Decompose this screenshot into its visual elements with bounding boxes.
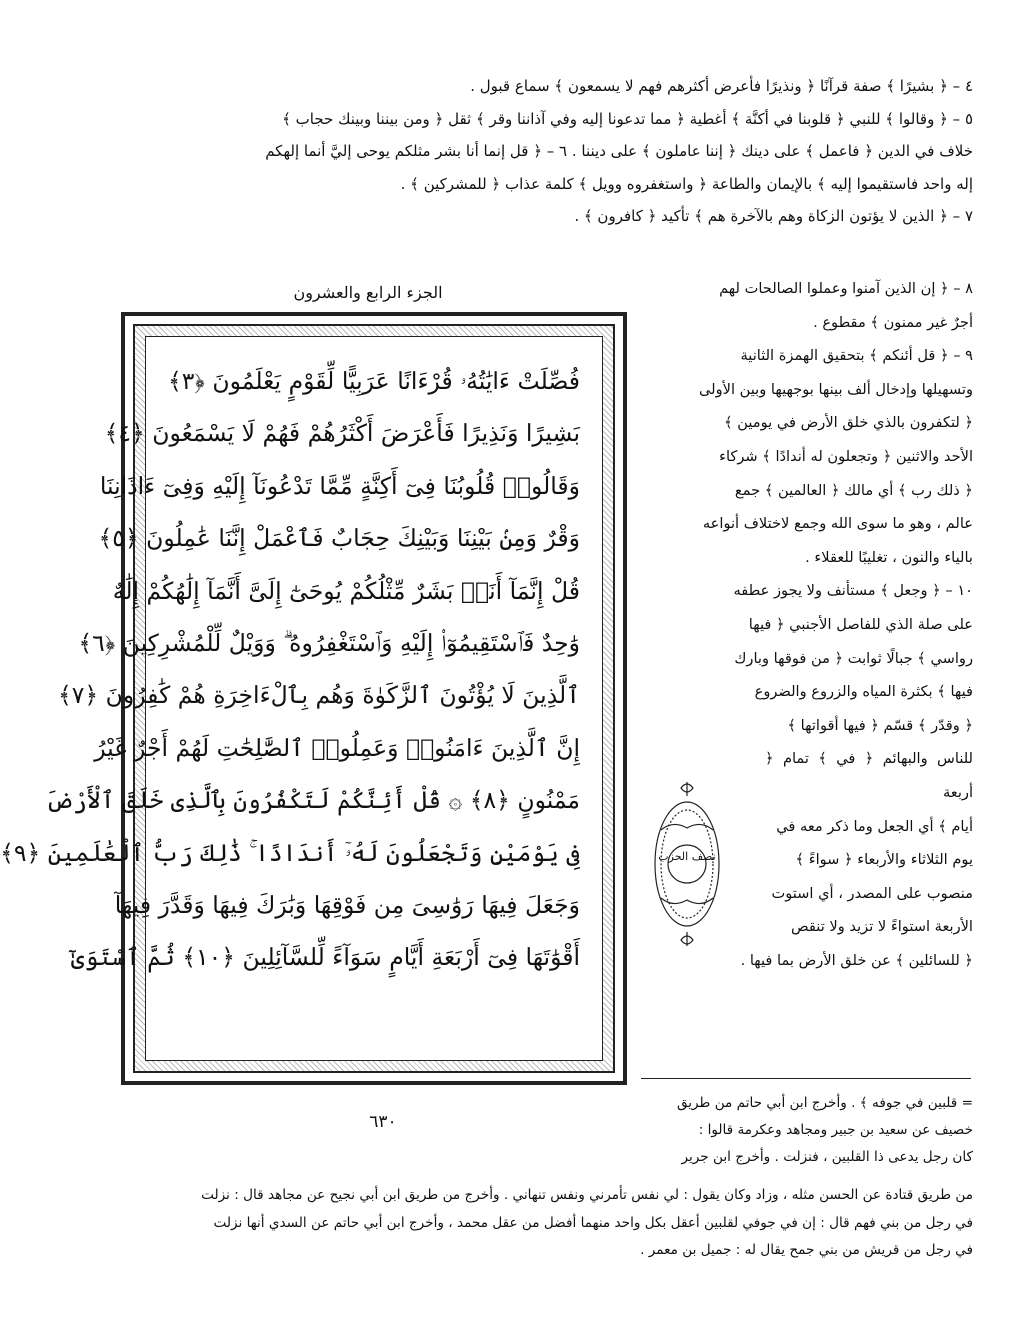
commentary-line: إله واحد فاستقيموا إليه ﴾ بالإيمان والطاعة ﴿ واستغفروه وويل ﴾ كلمة عذاب ﴿ للمشركين ﴾ .	[400, 174, 973, 193]
quran-frame	[0, 312, 627, 1085]
quran-line: ٱلَّذِينَ لَا يُؤْتُونَ ٱلزَّكَوٰةَ وَهُم بِٱلْءَاخِرَةِ هُمْ كَٰفِرُونَ ﴿٧﴾	[57, 681, 580, 710]
commentary-line: فيها ﴾ بكثرة المياه والزروع والضروع	[754, 683, 973, 701]
quran-line: قُلْ إِنَّمَآ أَنَا۠ بَشَرٌ مِّثْلُكُمْ يُوحَىٰٓ إِلَىَّ أَنَّمَآ إِلَٰهُكُمْ إِلَٰهٌ	[112, 576, 580, 605]
quran-line: إِنَّ ٱلَّذِينَ ءَامَنُوا۟ وَعَمِلُوا۟ ٱلصَّٰلِحَٰتِ لَهُمْ أَجْرٌ غَيْرُ	[94, 733, 580, 762]
frame-border-ornament	[0, 324, 615, 1073]
quran-line: مَمْنُونٍ ﴿٨﴾ ۞ قُلْ أَئِنَّكُمْ لَتَكْفُرُونَ بِٱلَّذِى خَلَقَ ٱلْأَرْضَ	[45, 786, 580, 815]
commentary-line: أجرٌ غير ممنون ﴾ مقطوع .	[813, 313, 973, 331]
hizb-label: نصف الحزب	[658, 850, 716, 863]
commentary-line: يوم الثلاثاء والأربعاء ﴿ سواءً ﴾	[795, 851, 973, 869]
footnote-right	[641, 1090, 973, 1171]
commentary-line: ﴿ وقدّر ﴾ قسّم ﴿ فيها أقواتها ﴾	[787, 716, 973, 734]
quran-line: وَٰحِدٌ فَٱسْتَقِيمُوٓا۟ إِلَيْهِ وَٱسْتَغْفِرُوهُ ۗ وَوَيْلٌ لِّلْمُشْرِكِينَ ﴿٦﴾	[78, 628, 580, 657]
quran-text-area	[0, 336, 603, 1061]
commentary-line: ﴿ للسائلين ﴾ عن خلق الأرض بما فيها .	[740, 951, 973, 969]
quran-lines	[0, 355, 580, 984]
footnote-line: = قلبين في جوفه ﴾ . وأخرج ابن أبي حاتم من طريق	[676, 1095, 973, 1111]
quran-line: فُصِّلَتْ ءَايَٰتُهُۥ قُرْءَانًا عَرَبِيًّا لِّقَوْمٍ يَعْلَمُونَ ﴿٣﴾	[168, 367, 580, 395]
hizb-medallion-icon	[651, 780, 723, 948]
commentary-line: ١٠ – ﴿ وجعل ﴾ مستأنف ولا يجوز عطفه	[733, 582, 973, 600]
page-number: ٦٣٠	[369, 1112, 397, 1132]
top-commentary	[111, 70, 973, 233]
commentary-line: خلاف في الدين ﴿ فاعمل ﴾ على دينك ﴿ إننا عاملون ﴾ على ديننا . ٦ – ﴿ قل إنما أنا بشر مثلكم يوحى إليَّ أنما إلهكم	[265, 142, 973, 161]
commentary-line: ٩ – ﴿ قل أئنكم ﴾ بتحقيق الهمزة الثانية	[740, 347, 973, 365]
commentary-line: أيام ﴾ أي الجعل وما ذكر معه في	[776, 817, 973, 835]
juz-title: الجزء الرابع والعشرون	[293, 283, 443, 302]
commentary-line: ٥ – ﴿ وقالوا ﴾ للنبي ﴿ قلوبنا في أكنَّة ﴾ أغطية ﴿ مما تدعونا إليه وفي آذاننا وقر ﴾ ثقل ﴿ ومن بيننا وبينك حجاب ﴾	[282, 109, 973, 128]
footnote-line: في رجل من بني فهم قال : إن في جوفي لقلبين أعقل بكل واحد منهما أفضل من عقل محمد ، وأخرج ابن أبي حاتم عن السدي أنها نزلت	[213, 1214, 973, 1231]
commentary-line: وتسهيلها وإدخال ألف بينها بوجهيها وبين الأولى	[698, 380, 973, 398]
quran-line: وَقْرٌ وَمِنۢ بَيْنِنَا وَبَيْنِكَ حِجَابٌ فَٱعْمَلْ إِنَّنَا عَٰمِلُونَ ﴿٥﴾	[98, 524, 580, 553]
quran-line: وَقَالُوا۟ قُلُوبُنَا فِىٓ أَكِنَّةٍ مِّمَّا تَدْعُونَآ إِلَيْهِ وَفِىٓ ءَاذَانِنَا	[99, 471, 580, 500]
commentary-line: ٤ – ﴿ بشيرًا ﴾ صفة قرآنًا ﴿ ونذيرًا فأعرض أكثرهم فهم لا يسمعون ﴾ سماع قبول .	[470, 77, 973, 95]
quran-line: فِى يَوْمَيْنِ وَتَجْعَلُونَ لَهُۥٓ أَندَادًا ۚ ذَٰلِكَ رَبُّ ٱلْعَٰلَمِينَ ﴿٩﴾	[0, 838, 580, 867]
commentary-line: للناس والبهائم ﴿ في ﴾ تمام ﴿ أربعة	[765, 750, 973, 801]
quran-line: بَشِيرًا وَنَذِيرًا فَأَعْرَضَ أَكْثَرُهُمْ فَهُمْ لَا يَسْمَعُونَ ﴿٤﴾	[104, 419, 580, 448]
quran-line: وَجَعَلَ فِيهَا رَوَٰسِىَ مِن فَوْقِهَا وَبَٰرَكَ فِيهَا وَقَدَّرَ فِيهَآ	[114, 890, 580, 919]
footnote-line: في رجل من قريش من بني جمح يقال له : جميل بن معمر .	[640, 1242, 973, 1258]
commentary-line: عالم ، وهو ما سوى الله وجمع لاختلاف أنواعه	[702, 515, 973, 533]
footnote-line: خصيف عن سعيد بن جبير ومجاهد وعكرمة قالوا :	[698, 1122, 973, 1138]
commentary-line: ﴿ ذلك رب ﴾ أي مالك ﴿ العالمين ﴾ جمع	[734, 481, 973, 499]
commentary-line: على صلة الذي للفاصل الأجنبي ﴿ فيها	[748, 615, 973, 633]
footnote-line: كان رجل يدعى ذا القلبين ، فنزلت . وأخرج ابن جرير	[681, 1149, 973, 1165]
commentary-line: الأربعة استواءً لا تزيد ولا تنقص	[791, 918, 973, 936]
footnote-line: من طريق قتادة عن الحسن مثله ، وزاد وكان يقول : لي نفس تأمرني ونفس تنهاني . وأخرج من طريق ابن أبي نجيح عن مجاهد قال : نزلت	[201, 1187, 973, 1203]
quran-line: أَقْوَٰتَهَا فِىٓ أَرْبَعَةِ أَيَّامٍ سَوَآءً لِّلسَّآئِلِينَ ﴿١٠﴾ ثُمَّ ٱسْتَوَىٰٓ	[70, 943, 580, 972]
commentary-line: بالياء والنون ، تغليبًا للعقلاء .	[805, 548, 973, 566]
commentary-line: ٧ – ﴿ الذين لا يؤتون الزكاة وهم بالآخرة هم ﴾ تأكيد ﴿ كافرون ﴾ .	[574, 207, 973, 226]
footnote-divider	[641, 1078, 971, 1079]
commentary-line: ﴿ لتكفرون بالذي خلق الأرض في يومين ﴾	[724, 414, 973, 432]
commentary-line: رواسي ﴾ جبالًا ثوابت ﴿ من فوقها وبارك	[734, 649, 973, 667]
commentary-line: الأحد والاثنين ﴿ وتجعلون له أندادًا ﴾ شركاء	[719, 447, 973, 465]
commentary-line: ٨ – ﴿ إن الذين آمنوا وعملوا الصالحات لهم	[719, 280, 973, 297]
footnote-full	[123, 1182, 973, 1265]
commentary-line: منصوب على المصدر ، أي استوت	[771, 884, 973, 902]
